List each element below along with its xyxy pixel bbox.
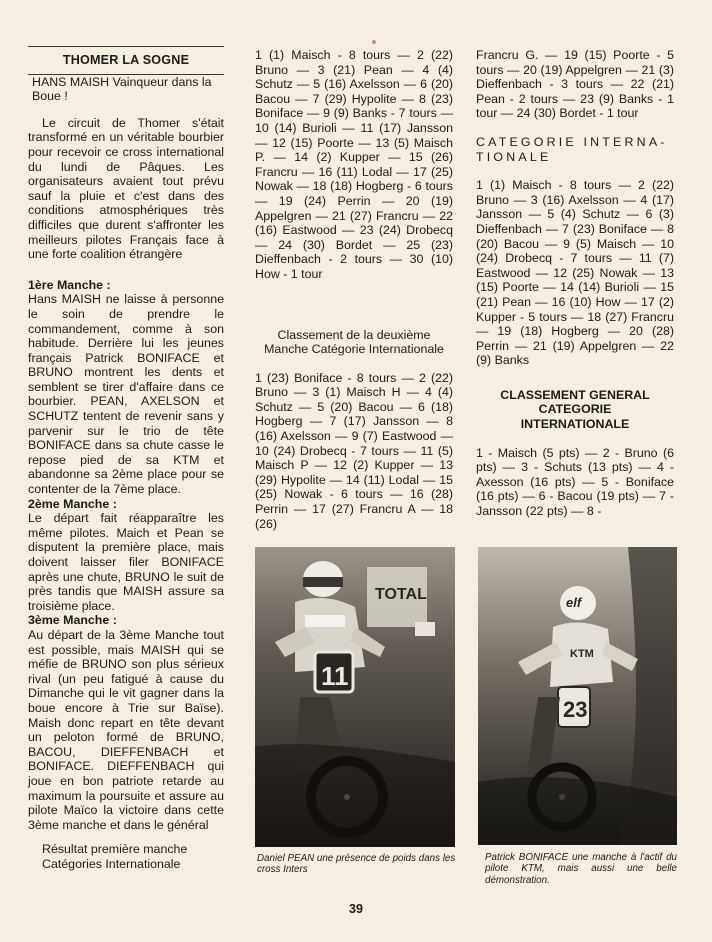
manche3-text: Au départ de la 3ème Manche tout est possible, mais MAISH qui se méfie de BRUNO son plus sérieux rival (un peu fatigué à cause du Dimanche qui le vit gagner dans la boue encore à Trie sur Baïse). Maish donc repart en tête devant un peloton formé de BRUNO, BACOU, DIEFFENBACH et BONIFACE. DIEFFENBACH qui joue en bon patriote retarde au maximum la poursuite et assure au pilote Maïco la victoire dans cette 3ème manche et dans le général [28, 627, 224, 832]
general-title-line2: CATEGORIE [538, 402, 612, 417]
manche2-text: Le départ fait réapparaître les même pilotes. Maich et Pean se disputent la première place, mais doivent laisser filer BONIFACE après une chute, BRUNO le suit de près tandis que MAISH assure sa troisième place. [28, 511, 224, 613]
categorie-title-line2: TIONALE [476, 149, 552, 164]
photo1-banner-text: TOTAL [375, 586, 427, 603]
general-classification: 1 - Maisch (5 pts) — 2 - Bruno (6 pts) — 3 - Schuts (13 pts) — 4 - Axesson (16 pts) — 5 - Boniface (16 pts) — 6 - Bacou (19 pts) — 7 - Jansson (22 pts) — 8 - [476, 445, 674, 519]
photo2-helmet-logo: elf [566, 595, 582, 610]
photo2-svg [478, 547, 677, 845]
results-manche3: 1 (1) Maisch - 8 tours — 2 (22) Bruno — 3 (16) Axelsson — 4 (17) Jansson — 5 (4) Schutz — 6 (3) Dieffenbach — 7 (23) Boniface — 8 (20) Bacou — 9 (5) Maisch — 10 (24) Drobecq - 7 tours — 11 (7) Eastwood — 12 (25) Nowak — 13 (15) Poorte — 14 (14) Burioli — 15 (21) Pean — 16 (10) How — 17 (2) Kupper - 5 tours — 18 (27) Francru — 19 (18) Hogberg — 20 (28) Perrin — 21 (19) Appelgren — 22 (9) Banks [476, 178, 674, 368]
photo1-plate-number: 11 [321, 661, 349, 691]
middle-column [255, 48, 453, 531]
print-speck [372, 40, 376, 44]
photo1-caption: Daniel PEAN une présence de poids dans les cross Inters [257, 853, 456, 876]
results-heading-line2: Catégories Internationale [42, 856, 181, 871]
article-subheading: HANS MAISH Vainqueur dans la Boue ! [32, 74, 212, 104]
page-number: 39 [349, 902, 363, 916]
intro-paragraph: Le circuit de Thomer s'était transformé en un véritable bourbier pour recevoir ce cross international du lundi de Pâques. Les organisateurs avaient tout prévu sauf la pluie et c'est dans des conditions atmosphériques très difficiles que durent s'affronter les meilleurs pilotes Français face à une forte coalition étrangère [28, 115, 224, 262]
results-heading-line1: Résultat première manche [42, 842, 188, 857]
results-manche2: 1 (23) Boniface - 8 tours — 2 (22) Bruno — 3 (1) Maisch H — 4 (4) Schutz — 5 (20) Bacou — 6 (18) Hogberg — 7 (17) Jansson — 8 (16) Axelsson — 9 (7) Eastwood — 10 (24) Drobecq - 7 tours — 11 (5) Maisch P — 12 (2) Kupper — 13 (29) Hypolite — 14 (11) Lodal — 15 (25) Nowak - 6 tours — 16 (28) Perrin — 17 (27) Francru A — 18 (26) [255, 370, 453, 531]
general-title-line1: CLASSEMENT GENERAL [500, 387, 650, 402]
right-column [476, 48, 674, 519]
photo2-caption: Patrick BONIFACE une manche à l'actif du pilote KTM, mais aussi une belle démonstration. [485, 852, 677, 886]
article-heading: THOMER LA SOGNE [62, 53, 190, 67]
manche2-title: 2ème Manche : [28, 496, 117, 511]
photo-patrick-boniface [478, 547, 677, 845]
photo1-svg [255, 547, 455, 847]
article-heading-box [28, 46, 224, 75]
second-manche-title: Classement de la deuxième Manche Catégorie Internationale [264, 327, 444, 357]
manche3-title: 3ème Manche : [28, 613, 117, 628]
left-column [28, 46, 224, 871]
photo2-plate-number: 23 [563, 697, 588, 722]
results-manche1: 1 (1) Maisch - 8 tours — 2 (22) Bruno — 3 (21) Pean — 4 (4) Schutz — 5 (16) Axelsson — 6 (20) Bacou — 7 (29) Hypolite — 8 (23) Boniface — 9 (9) Banks - 7 tours — 10 (14) Burioli — 11 (17) Jansson — 12 (15) Poorte — 13 (5) Maisch P. — 14 (2) Kupper — 15 (26) Francru — 16 (11) Lodal — 17 (25) Nowak — 18 (18) Hogberg - 6 tours — 19 (24) Perrin — 20 (19) Appelgren — 21 (27) Francru — 22 (16) Eastwood — 23 (24) Drobecq — 24 (30) Bordet — 25 (23) Dieffenbach - 2 tours — 30 (10) How - 1 tour [255, 48, 453, 281]
general-title-line3: INTERNATIONALE [520, 417, 630, 432]
results-manche2-continued: Francru G. — 19 (15) Poorte - 5 tours — 20 (19) Appelgren — 21 (3) Dieffenbach - 3 tours — 22 (21) Pean - 2 tours — 23 (9) Banks - 1 tour — 24 (30) Bordet - 1 tour [476, 48, 674, 121]
photo2-jersey-logo: KTM [570, 648, 594, 660]
manche1-title: 1ère Manche : [28, 277, 111, 292]
photo-daniel-pean [255, 547, 455, 847]
manche1-text: Hans MAISH ne laisse à personne le soin de prendre le commandement, comme à son habitude. Derrière lui les jeunes français Patrick BONIFACE et BRUNO montrent les dents et semblent se tirer d'affaire dans ce bourbier. PEAN, AXELSON et SCHUTZ tentent de revenir sans y parvenir sur le trio de tête BONIFACE dans sa chute casse le repose pied de sa KTM et abandonne sa 2ème place pour se contenter de la 7ème place. [28, 292, 224, 497]
categorie-title-line1: CATEGORIE INTERNA- [476, 134, 668, 149]
